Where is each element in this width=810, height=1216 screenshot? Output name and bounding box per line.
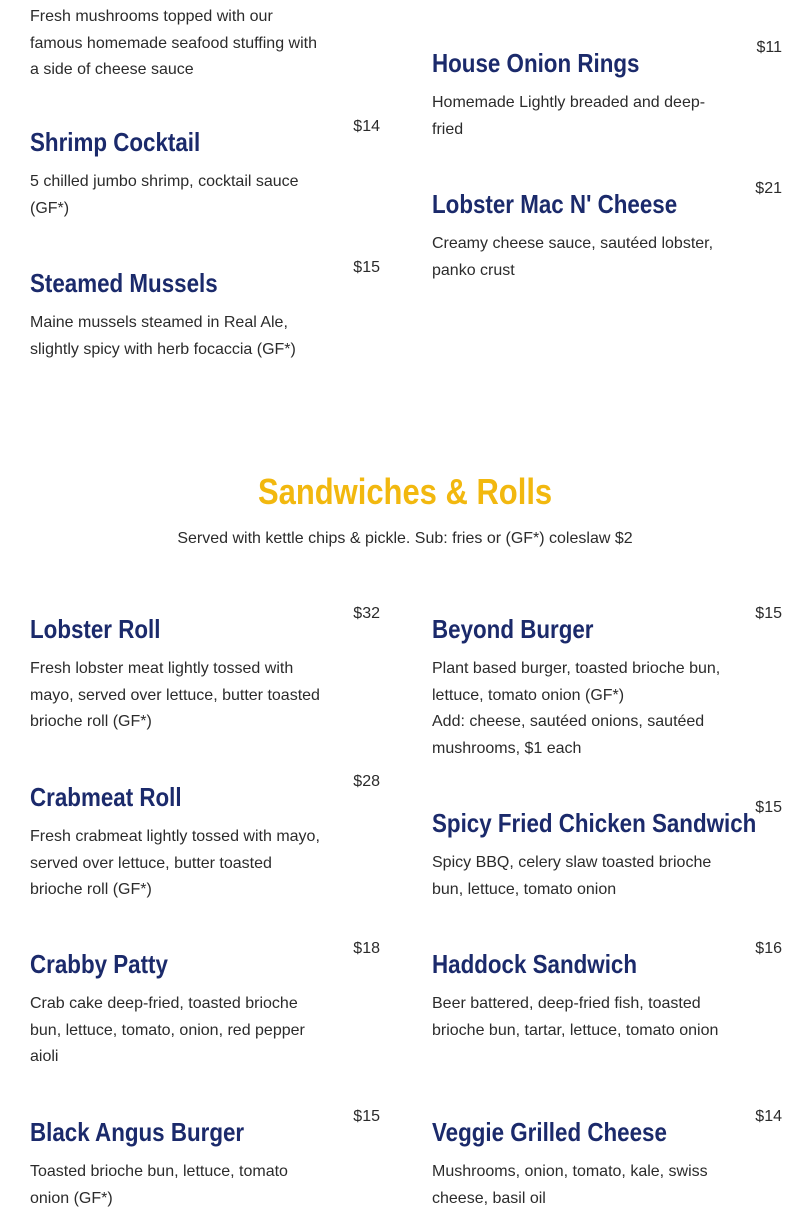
menu-item-price: $15 — [755, 605, 782, 622]
menu-item-name: Black Angus Burger — [30, 1117, 245, 1147]
section-title — [0, 470, 810, 514]
menu-item-description: Beer battered, deep-fried fish, toasted brioche bun, tartar, lettuce, tomato onion — [432, 995, 719, 1039]
section-title-text: Sandwiches & Rolls — [257, 471, 553, 512]
menu-item-description: Toasted brioche bun, lettuce, tomato onion (GF*) — [30, 1163, 288, 1207]
menu-item-description: Maine mussels steamed in Real Ale, slightly spicy with herb focaccia (GF*) — [30, 314, 296, 358]
menu-item-name: Crabby Patty — [30, 949, 168, 979]
menu-item-price: $18 — [353, 940, 380, 957]
menu-item-description: 5 chilled jumbo shrimp, cocktail sauce (GF*) — [30, 173, 299, 217]
menu-item-name: Shrimp Cocktail — [30, 127, 201, 157]
menu-item-description: Creamy cheese sauce, sautéed lobster, panko crust — [432, 235, 714, 279]
menu-item-price: $21 — [755, 180, 782, 197]
menu-item-price: $15 — [755, 799, 782, 816]
menu-item-description: Homemade Lightly breaded and deep-fried — [432, 94, 706, 138]
menu-item-name: Lobster Mac N' Cheese — [432, 189, 678, 219]
menu-item-price: $15 — [353, 1108, 380, 1125]
menu-item-price: $14 — [353, 118, 380, 135]
menu-item-name: Veggie Grilled Cheese — [432, 1117, 667, 1147]
menu-item-description: Plant based burger, toasted brioche bun, lettuce, tomato onion (GF*) Add: cheese, sautéed onions, sautéed mushrooms, $1 each — [432, 660, 721, 757]
menu-item-description: Fresh crabmeat lightly tossed with mayo, served over lettuce, butter toasted brioche roll (GF*) — [30, 828, 320, 898]
menu-item-price: $14 — [755, 1108, 782, 1125]
menu-item-description: Mushrooms, onion, tomato, kale, swiss cheese, basil oil — [432, 1163, 708, 1207]
menu-item-name: Crabmeat Roll — [30, 782, 182, 812]
menu-item-name: Steamed Mussels — [30, 268, 218, 298]
menu-item-price: $16 — [755, 940, 782, 957]
menu-item-name: House Onion Rings — [432, 48, 640, 78]
menu-item-name: Spicy Fried Chicken Sandwich — [432, 808, 757, 838]
menu-item-name: Beyond Burger — [432, 614, 594, 644]
menu-item-description: Crab cake deep-fried, toasted brioche bun, lettuce, tomato, onion, red pepper aioli — [30, 995, 305, 1065]
section-subtitle: Served with kettle chips & pickle. Sub: fries or (GF*) coleslaw $2 — [177, 530, 633, 547]
menu-item-price: $11 — [756, 39, 782, 56]
menu-item-price: $15 — [353, 259, 380, 276]
menu-item-name: Lobster Roll — [30, 614, 161, 644]
menu-item-price: $28 — [353, 773, 380, 790]
menu-item-description: Fresh mushrooms topped with our famous homemade seafood stuffing with a side of cheese sauce — [30, 8, 317, 78]
menu-item-description: Fresh lobster meat lightly tossed with mayo, served over lettuce, butter toasted brioche roll (GF*) — [30, 660, 320, 730]
menu-item-price: $32 — [353, 605, 380, 622]
menu-item-description: Spicy BBQ, celery slaw toasted brioche bun, lettuce, tomato onion — [432, 854, 712, 898]
menu-item-name: Haddock Sandwich — [432, 949, 638, 979]
